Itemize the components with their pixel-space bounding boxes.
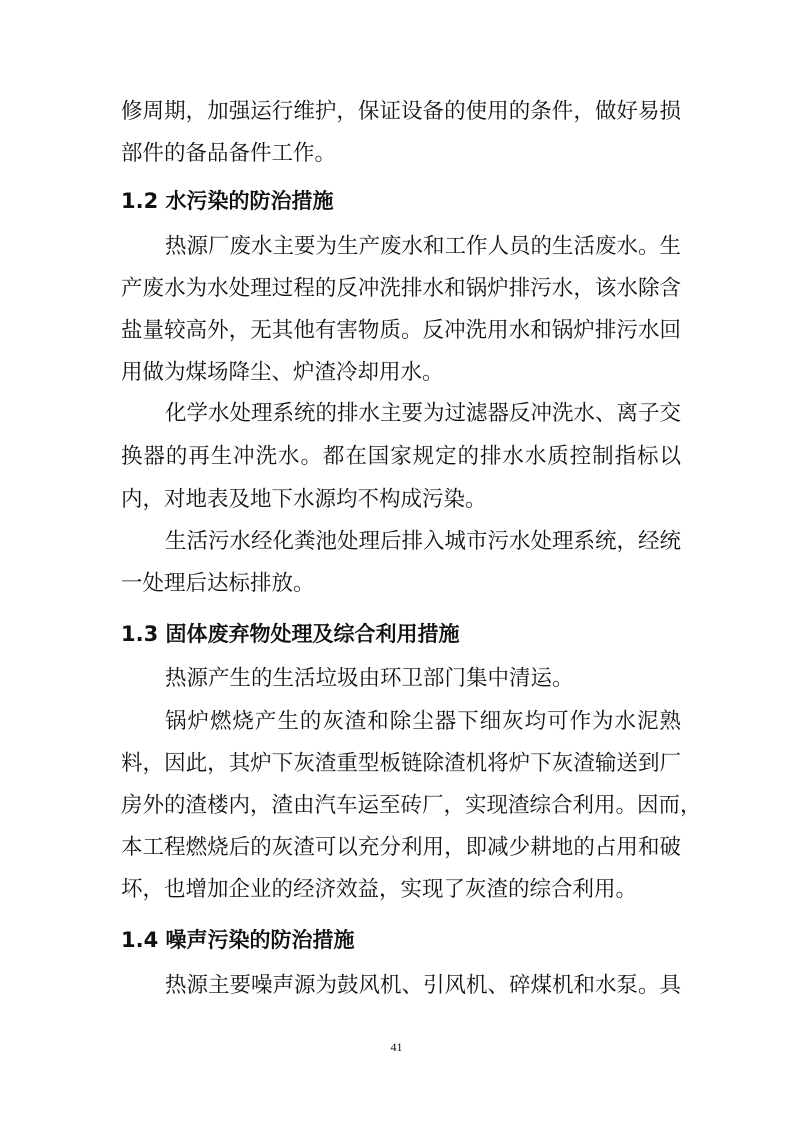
text-line: 化学水处理系统的排水主要为过滤器反冲洗水、离子交 [165,401,682,426]
text-line: 热源厂废水主要为生产废水和工作人员的生活废水。生 [165,234,682,259]
text-line: 部件的备品备件工作。 [121,141,337,166]
text-line: 一处理后达标排放。 [121,571,315,596]
text-line: 锅炉燃烧产生的灰渣和除尘器下细灰均可作为水泥熟 [165,709,681,734]
text-line: 房外的渣楼内，渣由汽车运至砖厂，实现渣综合利用。因而， [121,793,702,818]
text-line: 修周期，加强运行维护，保证设备的使用的条件，做好易损 [121,99,681,124]
section-heading-1-3: 1.3 固体废弃物处理及综合利用措施 [121,622,460,646]
text-line: 料，因此，其炉下灰渣重型板链除渣机将炉下灰渣输送到厂 [121,751,681,776]
page-number: 41 [390,1040,403,1054]
section-heading-1-4: 1.4 噪声污染的防治措施 [121,928,355,952]
text-line: 内，对地表及地下水源均不构成污染。 [121,487,487,512]
text-line: 用做为煤场降尘、炉渣冷却用水。 [121,360,444,385]
section-heading-1-2: 1.2 水污染的防治措施 [121,189,334,213]
text-line: 产废水为水处理过程的反冲洗排水和锅炉排污水，该水除含 [121,276,681,301]
text-line: 生活污水经化粪池处理后排入城市污水处理系统，经统 [165,529,682,554]
text-line: 热源主要噪声源为鼓风机、引风机、碎煤机和水泵。具 [165,973,682,998]
text-line: 坏，也增加企业的经济效益，实现了灰渣的综合利用。 [121,877,638,902]
text-line: 热源产生的生活垃圾由环卫部门集中清运。 [165,666,574,691]
text-line: 本工程燃烧后的灰渣可以充分利用，即减少耕地的占用和破 [121,835,681,860]
text-line: 盐量较高外，无其他有害物质。反冲洗用水和锅炉排污水回 [121,318,681,343]
text-line: 换器的再生冲洗水。都在国家规定的排水水质控制指标以 [121,444,681,469]
